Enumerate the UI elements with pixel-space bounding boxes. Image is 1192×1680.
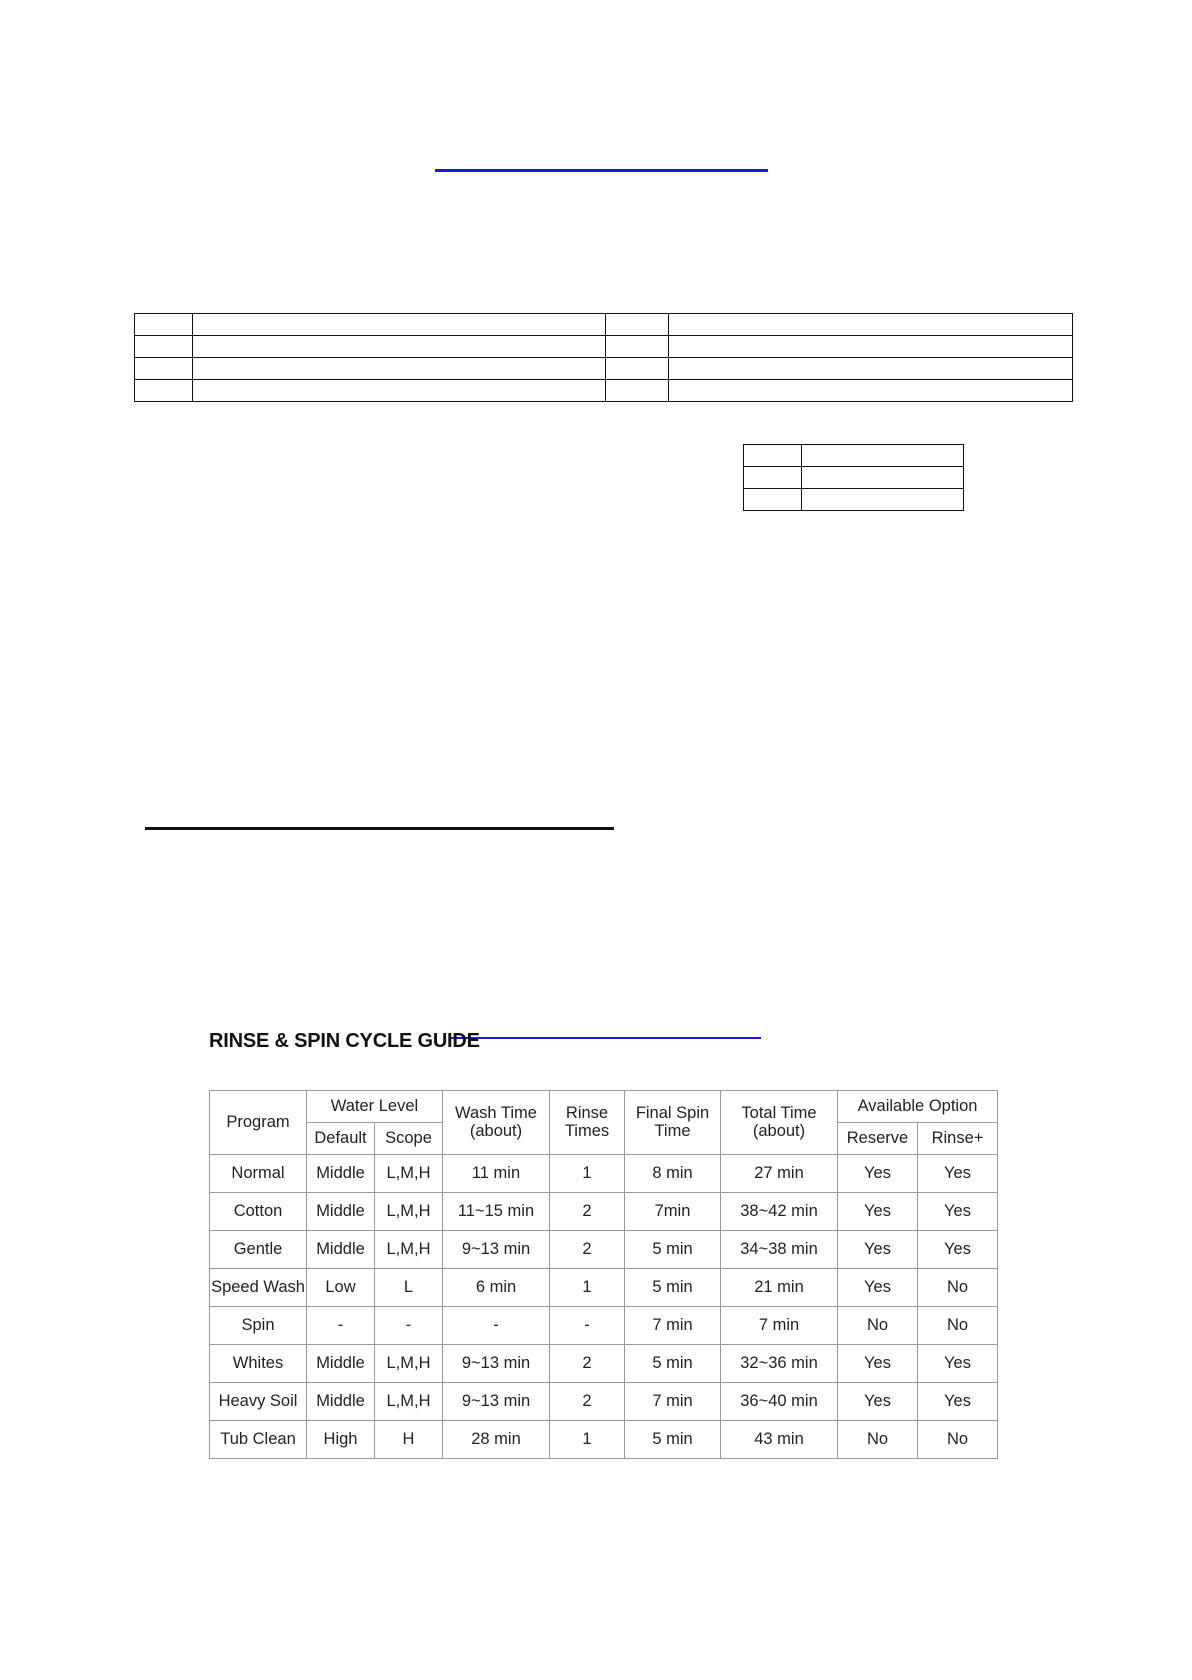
cell-program: Cotton xyxy=(210,1193,307,1231)
cell-program: Tub Clean xyxy=(210,1421,307,1459)
cell-rinse-times: 1 xyxy=(550,1421,625,1459)
cell-program: Gentle xyxy=(210,1231,307,1269)
cell-rinse-times: - xyxy=(550,1307,625,1345)
cell-default: Middle xyxy=(307,1155,375,1193)
cell-final-spin: 7 min xyxy=(625,1307,721,1345)
empty-grid-small xyxy=(743,444,964,511)
cell-rinse-plus: No xyxy=(918,1269,998,1307)
cell-total-time: 21 min xyxy=(721,1269,838,1307)
cell-wash-time: 6 min xyxy=(443,1269,550,1307)
table-row xyxy=(210,1155,998,1193)
cell-final-spin: 7 min xyxy=(625,1383,721,1421)
table-row xyxy=(210,1231,998,1269)
header-final-spin: Final Spin Time xyxy=(625,1091,721,1155)
cell-wash-time: 11~15 min xyxy=(443,1193,550,1231)
header-program: Program xyxy=(210,1091,307,1155)
cell-rinse-plus: Yes xyxy=(918,1155,998,1193)
cell-scope: L,M,H xyxy=(375,1193,443,1231)
cell-scope: L,M,H xyxy=(375,1155,443,1193)
cell-rinse-plus: No xyxy=(918,1307,998,1345)
cell-total-time: 43 min xyxy=(721,1421,838,1459)
cell-program: Heavy Soil xyxy=(210,1383,307,1421)
cell-scope: H xyxy=(375,1421,443,1459)
section-heading-underline xyxy=(145,827,614,830)
cell-program: Normal xyxy=(210,1155,307,1193)
cell-final-spin: 5 min xyxy=(625,1421,721,1459)
header-water-level: Water Level xyxy=(307,1091,443,1123)
cell-default: Middle xyxy=(307,1193,375,1231)
cell-wash-time: 9~13 min xyxy=(443,1231,550,1269)
cell-total-time: 38~42 min xyxy=(721,1193,838,1231)
guide-link-underline xyxy=(449,1037,761,1039)
cell-scope: L,M,H xyxy=(375,1231,443,1269)
cell-rinse-plus: Yes xyxy=(918,1345,998,1383)
empty-grid-top xyxy=(134,313,1073,402)
cell-rinse-times: 1 xyxy=(550,1155,625,1193)
table-row xyxy=(210,1269,998,1307)
cell-final-spin: 5 min xyxy=(625,1345,721,1383)
header-default: Default xyxy=(307,1123,375,1155)
cell-reserve: Yes xyxy=(838,1345,918,1383)
cell-program: Speed Wash xyxy=(210,1269,307,1307)
cell-reserve: Yes xyxy=(838,1383,918,1421)
cell-wash-time: - xyxy=(443,1307,550,1345)
cell-rinse-times: 2 xyxy=(550,1231,625,1269)
cell-total-time: 36~40 min xyxy=(721,1383,838,1421)
cell-default: High xyxy=(307,1421,375,1459)
cell-rinse-times: 2 xyxy=(550,1193,625,1231)
cell-default: - xyxy=(307,1307,375,1345)
cell-rinse-plus: Yes xyxy=(918,1383,998,1421)
cell-rinse-times: 2 xyxy=(550,1383,625,1421)
cell-default: Middle xyxy=(307,1345,375,1383)
cell-reserve: Yes xyxy=(838,1155,918,1193)
cell-scope: - xyxy=(375,1307,443,1345)
cell-rinse-plus: Yes xyxy=(918,1231,998,1269)
cell-default: Low xyxy=(307,1269,375,1307)
cell-scope: L,M,H xyxy=(375,1383,443,1421)
header-rinse-times: Rinse Times xyxy=(550,1091,625,1155)
header-scope: Scope xyxy=(375,1123,443,1155)
cell-final-spin: 5 min xyxy=(625,1231,721,1269)
cell-default: Middle xyxy=(307,1231,375,1269)
top-link-underline xyxy=(435,169,768,172)
cell-total-time: 34~38 min xyxy=(721,1231,838,1269)
header-wash-time: Wash Time (about) xyxy=(443,1091,550,1155)
header-available-option: Available Option xyxy=(838,1091,998,1123)
cell-total-time: 27 min xyxy=(721,1155,838,1193)
table-row xyxy=(210,1421,998,1459)
cell-rinse-times: 1 xyxy=(550,1269,625,1307)
cell-scope: L,M,H xyxy=(375,1345,443,1383)
header-total-time: Total Time (about) xyxy=(721,1091,838,1155)
cell-program: Whites xyxy=(210,1345,307,1383)
cell-total-time: 7 min xyxy=(721,1307,838,1345)
cell-wash-time: 9~13 min xyxy=(443,1345,550,1383)
table-row xyxy=(210,1307,998,1345)
header-reserve: Reserve xyxy=(838,1123,918,1155)
cell-wash-time: 9~13 min xyxy=(443,1383,550,1421)
cell-wash-time: 11 min xyxy=(443,1155,550,1193)
header-rinse-plus: Rinse+ xyxy=(918,1123,998,1155)
table-row xyxy=(210,1383,998,1421)
cell-reserve: No xyxy=(838,1307,918,1345)
guide-title: RINSE & SPIN CYCLE GUIDE xyxy=(209,1030,480,1052)
cell-reserve: Yes xyxy=(838,1269,918,1307)
cell-rinse-plus: Yes xyxy=(918,1193,998,1231)
cell-scope: L xyxy=(375,1269,443,1307)
cell-rinse-plus: No xyxy=(918,1421,998,1459)
cell-rinse-times: 2 xyxy=(550,1345,625,1383)
table-row xyxy=(210,1345,998,1383)
cell-final-spin: 7min xyxy=(625,1193,721,1231)
rinse-spin-cycle-table xyxy=(209,1090,998,1459)
cell-final-spin: 8 min xyxy=(625,1155,721,1193)
cell-wash-time: 28 min xyxy=(443,1421,550,1459)
cell-reserve: Yes xyxy=(838,1231,918,1269)
cell-default: Middle xyxy=(307,1383,375,1421)
cell-final-spin: 5 min xyxy=(625,1269,721,1307)
cell-program: Spin xyxy=(210,1307,307,1345)
cell-reserve: Yes xyxy=(838,1193,918,1231)
table-row xyxy=(210,1193,998,1231)
cell-total-time: 32~36 min xyxy=(721,1345,838,1383)
cell-reserve: No xyxy=(838,1421,918,1459)
